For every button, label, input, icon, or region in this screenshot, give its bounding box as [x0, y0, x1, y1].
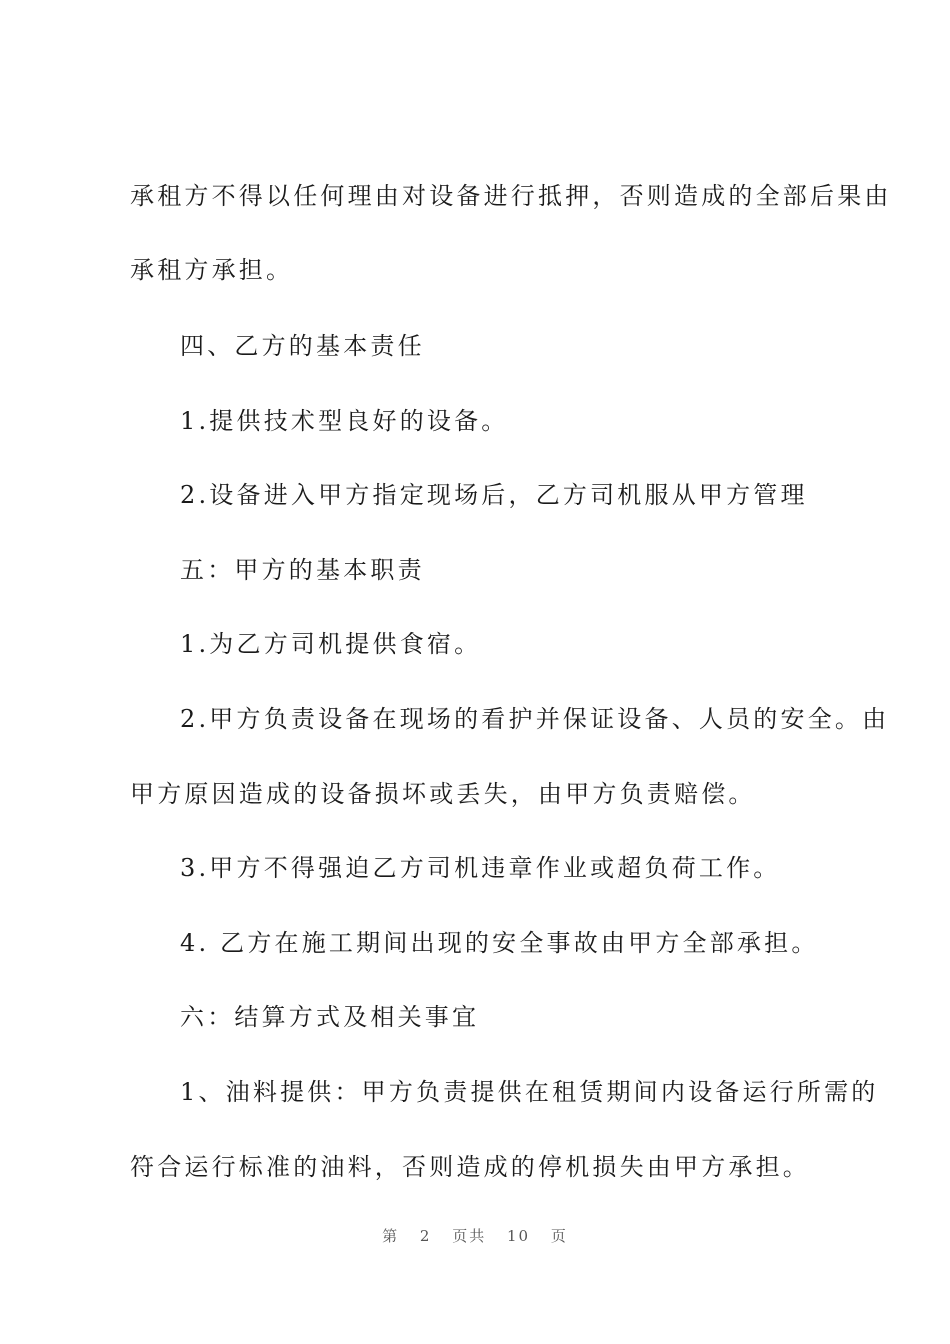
- body-text-line: 承租方不得以任何理由对设备进行抵押，否则造成的全部后果由: [130, 182, 892, 210]
- body-text-line: 承租方承担。: [130, 256, 294, 284]
- list-item: 1、油料提供：甲方负责提供在租赁期间内设备运行所需的: [180, 1078, 879, 1106]
- list-item: 2.设备进入甲方指定现场后，乙方司机服从甲方管理: [180, 481, 808, 509]
- list-item: 1.为乙方司机提供食宿。: [180, 630, 482, 658]
- footer-total-pages: 10: [507, 1227, 531, 1245]
- section-heading: 四、乙方的基本责任: [180, 332, 425, 360]
- body-text-line: 甲方原因造成的设备损坏或丢失，由甲方负责赔偿。: [130, 780, 756, 808]
- footer-current-page: 2: [419, 1227, 432, 1245]
- footer-prefix: 第: [382, 1227, 400, 1245]
- list-item: 4. 乙方在施工期间出现的安全事故由甲方全部承担。: [180, 929, 819, 957]
- list-item: 2.甲方负责设备在现场的看护并保证设备、人员的安全。由: [180, 705, 890, 733]
- section-heading: 五：甲方的基本职责: [180, 556, 425, 584]
- list-item: 3.甲方不得强迫乙方司机违章作业或超负荷工作。: [180, 854, 781, 882]
- footer-suffix: 页: [550, 1227, 568, 1245]
- page-footer: [0, 1226, 950, 1246]
- body-text-line: 符合运行标准的油料，否则造成的停机损失由甲方承担。: [130, 1153, 810, 1181]
- list-item: 1.提供技术型良好的设备。: [180, 407, 509, 435]
- section-heading: 六：结算方式及相关事宜: [180, 1003, 480, 1031]
- footer-middle: 页共: [452, 1227, 487, 1245]
